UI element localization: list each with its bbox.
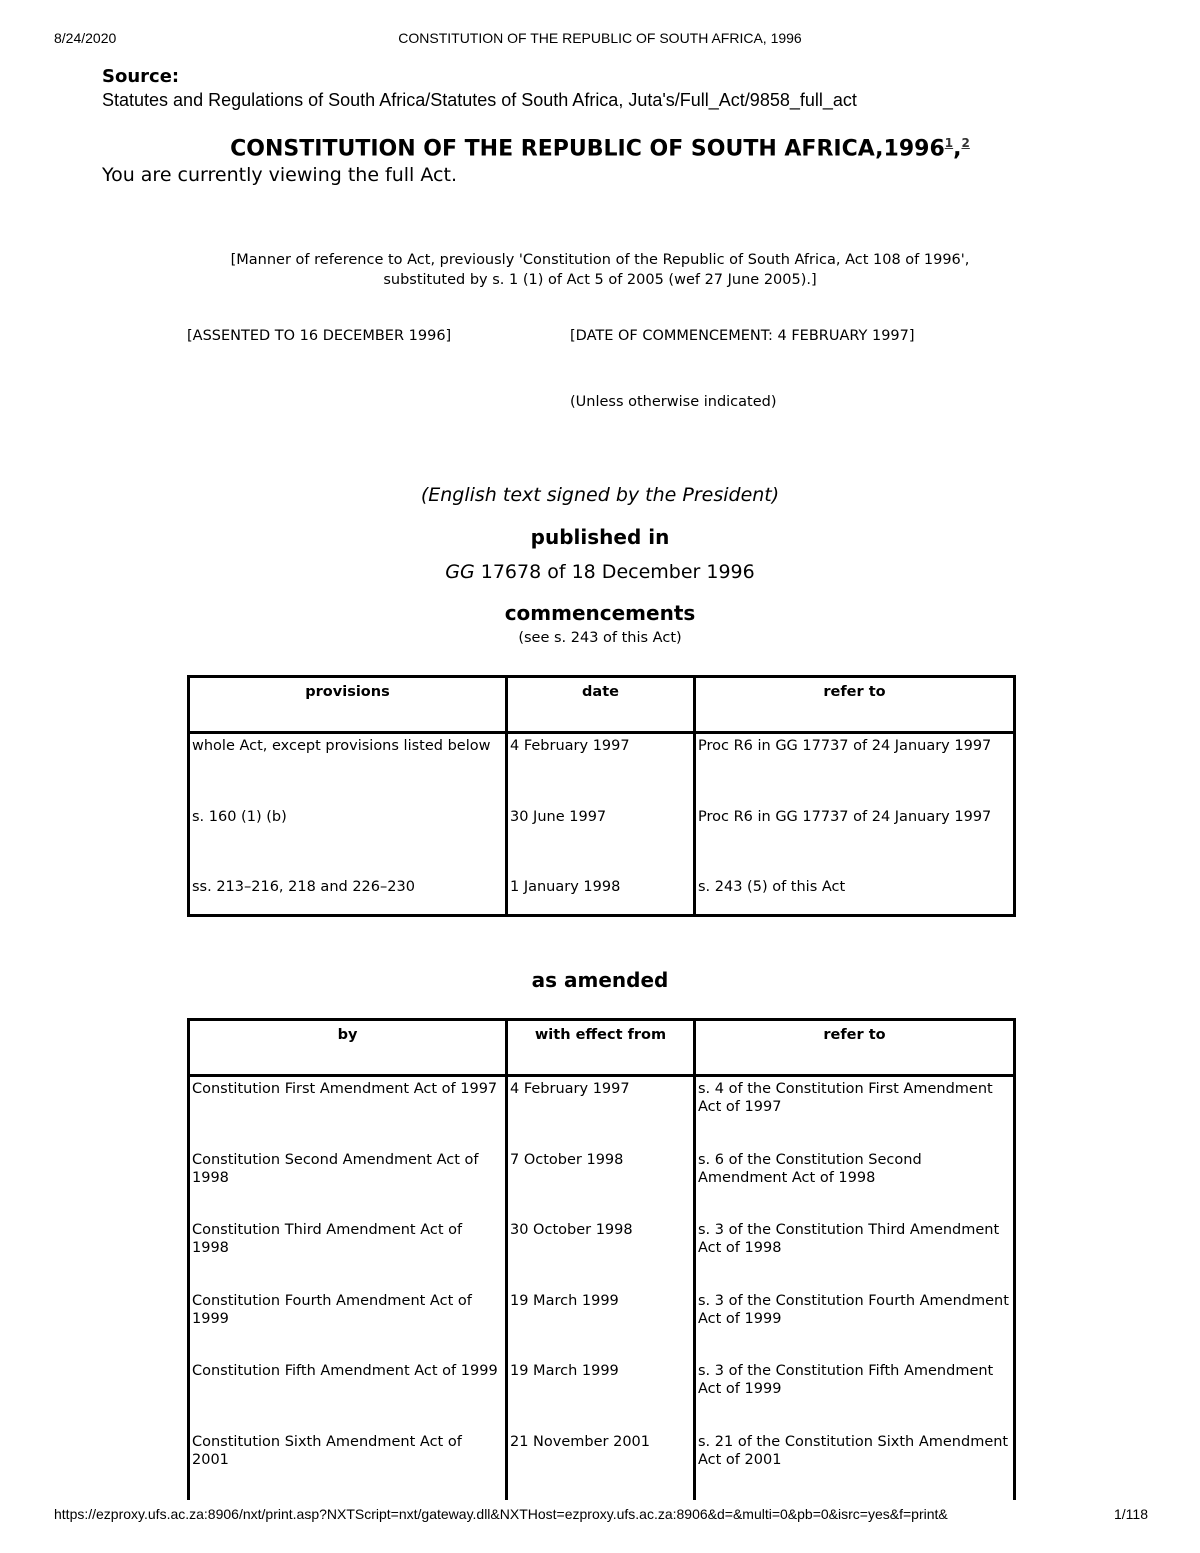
table-cell: s. 4 of the Constitution First Amendment Act of 1997 (695, 1076, 1015, 1148)
table-cell: Constitution Sixth Amendment Act of 2001 (189, 1430, 507, 1501)
table-cell: 1 January 1998 (507, 875, 695, 916)
table-cell: 19 March 1999 (507, 1359, 695, 1430)
manner-of-reference (0, 250, 1200, 290)
footnote-separator: , (953, 136, 962, 162)
page-number: 1/118 (1114, 1506, 1148, 1522)
table-cell: s. 6 of the Constitution Second Amendment Act of 1998 (695, 1148, 1015, 1219)
table-cell: 4 February 1997 (507, 1076, 695, 1148)
footnote-link-2[interactable]: 2 (961, 136, 970, 150)
print-date: 8/24/2020 (54, 30, 117, 46)
commencements-table (187, 675, 1016, 917)
table-cell: Constitution Fourth Amendment Act of 1999 (189, 1289, 507, 1360)
table-cell: 7 October 1998 (507, 1148, 695, 1219)
table-row (189, 1218, 1015, 1289)
table-cell: Constitution First Amendment Act of 1997 (189, 1076, 507, 1148)
gazette-reference (0, 561, 1200, 583)
table-row (189, 805, 1015, 876)
table-cell: s. 3 of the Constitution Fourth Amendment Act of 1999 (695, 1289, 1015, 1360)
table-cell: Proc R6 in GG 17737 of 24 January 1997 (695, 733, 1015, 805)
table-row (189, 875, 1015, 916)
manner-line-2: substituted by s. 1 (1) of Act 5 of 2005 (wef 27 June 2005).] (383, 272, 817, 288)
amendments-table (187, 1018, 1016, 1500)
column-header-date: date (507, 677, 695, 733)
table-cell: Constitution Fifth Amendment Act of 1999 (189, 1359, 507, 1430)
table-row (189, 1076, 1015, 1148)
table-row (189, 1148, 1015, 1219)
table-row (189, 1430, 1015, 1501)
gazette-number: 17678 of 18 December 1996 (474, 561, 755, 583)
see-note: (see s. 243 of this Act) (518, 630, 682, 646)
table-cell: s. 3 of the Constitution Fifth Amendment Act of 1999 (695, 1359, 1015, 1430)
signed-note: (English text signed by the President) (420, 484, 780, 506)
column-header-by: by (189, 1020, 507, 1076)
table-cell: Constitution Third Amendment Act of 1998 (189, 1218, 507, 1289)
gazette-gg: GG (445, 561, 475, 583)
table-cell: 30 June 1997 (507, 805, 695, 876)
table-cell: 21 November 2001 (507, 1430, 695, 1501)
table-cell: s. 243 (5) of this Act (695, 875, 1015, 916)
commencements-heading: commencements (504, 601, 696, 625)
column-header-refer-to: refer to (695, 677, 1015, 733)
table-cell: s. 3 of the Constitution Third Amendment Act of 1998 (695, 1218, 1015, 1289)
as-amended-heading: as amended (531, 968, 669, 992)
table-cell: Constitution Second Amendment Act of 1998 (189, 1148, 507, 1219)
source-label: Source: (102, 66, 180, 87)
table-cell: whole Act, except provisions listed below (189, 733, 507, 805)
table-cell: Proc R6 in GG 17737 of 24 January 1997 (695, 805, 1015, 876)
table-header-row (189, 677, 1015, 733)
column-header-refer-to: refer to (695, 1020, 1015, 1076)
table-row (189, 733, 1015, 805)
table-cell: 4 February 1997 (507, 733, 695, 805)
commencement-date: [DATE OF COMMENCEMENT: 4 FEBRUARY 1997] (570, 328, 915, 344)
footnote-link-1[interactable]: 1 (944, 136, 954, 150)
table-cell: 19 March 1999 (507, 1289, 695, 1360)
published-in-heading: published in (530, 525, 670, 549)
table-row (189, 1359, 1015, 1430)
unless-note: (Unless otherwise indicated) (570, 394, 777, 410)
viewing-note: You are currently viewing the full Act. (102, 164, 457, 186)
document-title (0, 136, 1200, 161)
print-url: https://ezproxy.ufs.ac.za:8906/nxt/print.asp?NXTScript=nxt/gateway.dll&NXTHost=ezproxy.ufs.ac.za:8906&d=&multi=0&pb=0&isrc=yes&f=print& (54, 1506, 948, 1522)
table-row (189, 1289, 1015, 1360)
manner-line-1: [Manner of reference to Act, previously 'Constitution of the Republic of South Africa, Act 108 of 1996', (230, 252, 970, 268)
column-header-provisions: provisions (189, 677, 507, 733)
table-cell: 30 October 1998 (507, 1218, 695, 1289)
table-cell: ss. 213–216, 218 and 226–230 (189, 875, 507, 916)
table-header-row (189, 1020, 1015, 1076)
column-header-with-effect-from: with effect from (507, 1020, 695, 1076)
print-header-title: CONSTITUTION OF THE REPUBLIC OF SOUTH AFRICA, 1996 (398, 30, 802, 46)
document-title-text: CONSTITUTION OF THE REPUBLIC OF SOUTH AFRICA,1996 (230, 136, 945, 162)
assented-date: [ASSENTED TO 16 DECEMBER 1996] (187, 328, 452, 344)
source-path: Statutes and Regulations of South Africa/Statutes of South Africa, Juta's/Full_Act/9858_full_act (102, 90, 857, 110)
table-cell: s. 21 of the Constitution Sixth Amendment Act of 2001 (695, 1430, 1015, 1501)
table-cell: s. 160 (1) (b) (189, 805, 507, 876)
